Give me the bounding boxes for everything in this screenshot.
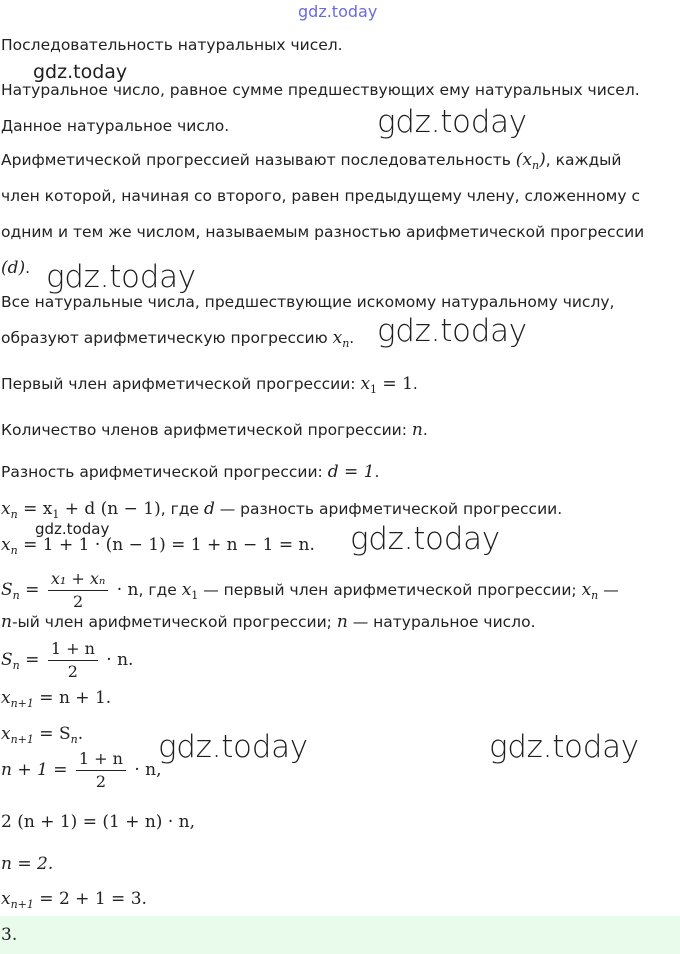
math-inline: $(x_n)$ — [515, 150, 546, 172]
text-line: n-ый член арифметической прогрессии; n — натуральное число. — [1, 612, 536, 632]
formula-line: $S_n$ = $\frac{1 + n}{2}$ · n. — [1, 639, 134, 681]
watermark: gdz.today — [350, 521, 500, 557]
watermark-top: gdz.today — [298, 2, 378, 21]
watermark: gdz.today — [489, 729, 639, 765]
math-inline: n — [411, 420, 423, 440]
fraction: $\frac{1 + n}{2}$ — [76, 750, 126, 791]
formula-line: $x_{n+1} = 2 + 1 = 3$. — [1, 889, 147, 911]
formula-line: $S_n$ = $\frac{\text{x₁ + xₙ}}{2}$ · n, где $x_1$ — первый член арифметической прогрессии; $x_n$ — — [1, 569, 619, 611]
watermark: gdz.today — [46, 259, 196, 295]
formula-line: n = 2. — [1, 854, 54, 874]
formula-line: $x_n = x_1 + d$ (n − 1), где d — разность арифметической прогрессии. — [1, 499, 563, 521]
text-line: Первый член арифметической прогрессии: $x_1 = 1$. — [1, 374, 418, 396]
text-line: Последовательность натуральных чисел. — [1, 36, 343, 54]
math-inline: (d) — [1, 258, 26, 278]
text-line: Количество членов арифметической прогрессии: n. — [1, 420, 428, 440]
formula-line: $x_{n+1} = S_n$. — [1, 724, 84, 746]
text-line: образуют арифметическую прогрессию $x_n$. — [1, 328, 355, 350]
watermark: gdz.today — [377, 104, 527, 140]
text-line: (d). — [1, 258, 31, 278]
text-line: Натуральное число, равное сумме предшествующих ему натуральных чисел. — [1, 81, 640, 99]
text-line: одним и тем же числом, называемым разностью арифметической прогрессии — [1, 223, 645, 241]
formula-line: $x_{n+1} = n + 1$. — [1, 688, 112, 710]
watermark: gdz.today — [33, 61, 128, 83]
answer-value: 3. — [1, 925, 18, 945]
formula-line: n + 1 = $\frac{1 + n}{2}$ · n, — [1, 749, 162, 791]
text-line: член которой, начиная со второго, равен предыдущему члену, сложенному с — [1, 187, 640, 205]
text-line: Разность арифметической прогрессии: d = 1. — [1, 462, 380, 482]
text-line: Данное натуральное число. — [1, 117, 230, 135]
text-line: Все натуральные числа, предшествующие искомому натуральному числу, — [1, 293, 615, 311]
watermark: gdz.today — [377, 313, 527, 349]
math-inline: $x_n$ — [332, 328, 350, 350]
math-inline: d = 1 — [327, 462, 375, 482]
formula-line: 2 (n + 1) = (1 + n) · n, — [1, 812, 195, 832]
fraction: $\frac{1 + n}{2}$ — [48, 640, 98, 681]
text-line: Арифметической прогрессией называют последовательность $(x_n)$, каждый — [1, 150, 622, 172]
watermark: gdz.today — [35, 520, 110, 538]
answer-box — [0, 916, 680, 954]
math-inline: $x_1 = 1$ — [360, 374, 413, 396]
watermark: gdz.today — [158, 729, 308, 765]
fraction: $\frac{\text{x₁ + xₙ}}{2}$ — [48, 570, 109, 611]
formula-line: $x_n = 1 + 1 \cdot (n - 1) = 1 + n - 1 = n$. — [1, 535, 315, 557]
